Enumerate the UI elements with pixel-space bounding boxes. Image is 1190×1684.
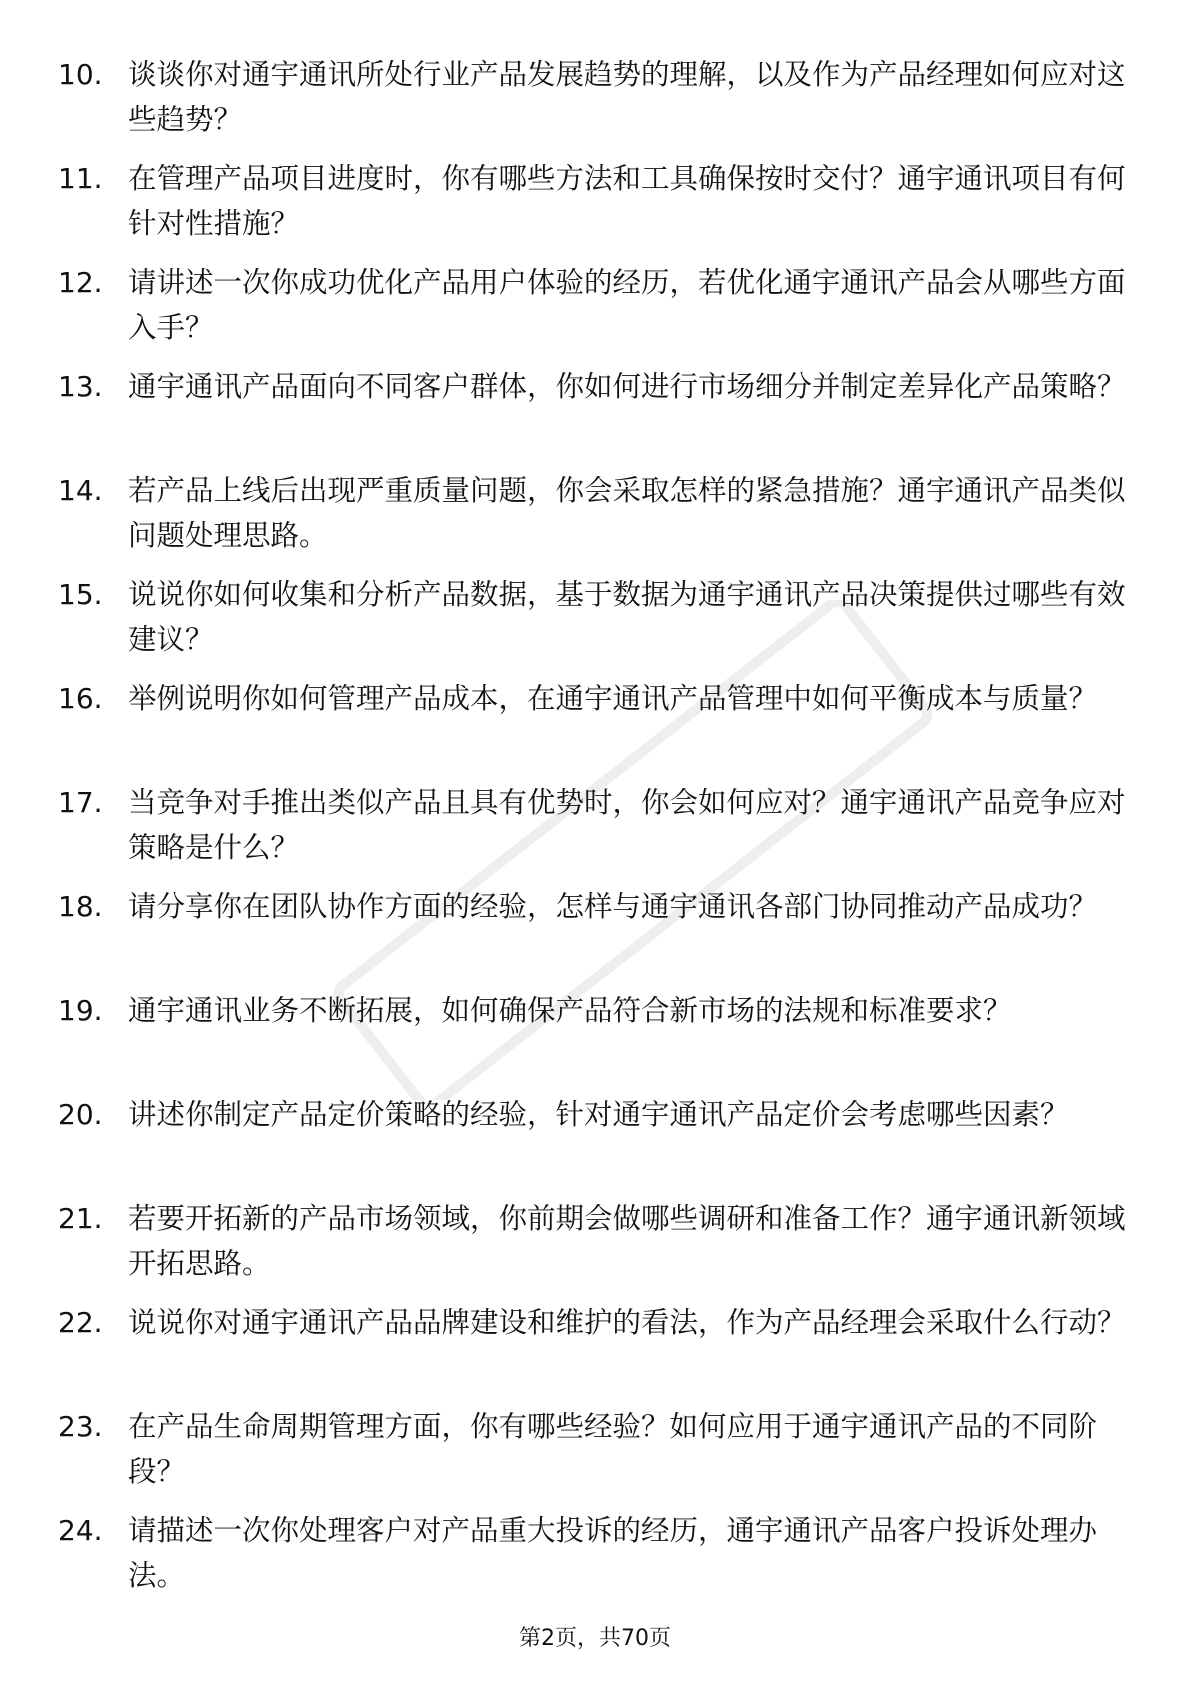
question-number: 13. (58, 370, 103, 403)
list-item (58, 1196, 1138, 1300)
question-text: 若要开拓新的产品市场领域，你前期会做哪些调研和准备工作？通宇通讯新领域开拓思路。 (128, 1202, 1126, 1280)
question-text: 说说你对通宇通讯产品品牌建设和维护的看法，作为产品经理会采取什么行动？ (128, 1306, 1126, 1339)
question-number: 16. (58, 682, 103, 715)
question-text: 在管理产品项目进度时，你有哪些方法和工具确保按时交付？通宇通讯项目有何针对性措施？ (128, 162, 1126, 240)
list-item (58, 52, 1138, 156)
question-number: 10. (58, 58, 103, 91)
question-list (58, 52, 1138, 1612)
question-number: 17. (58, 786, 103, 819)
list-item (58, 364, 1138, 468)
list-item (58, 1508, 1138, 1612)
list-item (58, 988, 1138, 1092)
question-number: 23. (58, 1410, 103, 1443)
question-text: 通宇通讯业务不断拓展，如何确保产品符合新市场的法规和标准要求？ (128, 994, 1012, 1027)
page-footer: 第2页，共70页 (519, 1626, 671, 1651)
question-number: 21. (58, 1202, 103, 1235)
question-text: 请描述一次你处理客户对产品重大投诉的经历，通宇通讯产品客户投诉处理办法。 (128, 1514, 1098, 1592)
question-text: 通宇通讯产品面向不同客户群体，你如何进行市场细分并制定差异化产品策略？ (128, 370, 1126, 403)
list-item (58, 1092, 1138, 1196)
question-number: 20. (58, 1098, 103, 1131)
list-item (58, 468, 1138, 572)
question-number: 14. (58, 474, 103, 507)
question-number: 11. (58, 162, 103, 195)
question-text: 请分享你在团队协作方面的经验，怎样与通宇通讯各部门协同推动产品成功？ (128, 890, 1098, 923)
question-number: 19. (58, 994, 103, 1027)
question-text: 讲述你制定产品定价策略的经验，针对通宇通讯产品定价会考虑哪些因素？ (128, 1098, 1069, 1131)
question-number: 24. (58, 1514, 103, 1547)
list-item (58, 884, 1138, 988)
list-item (58, 676, 1138, 780)
question-number: 15. (58, 578, 103, 611)
question-number: 12. (58, 266, 103, 299)
list-item (58, 1404, 1138, 1508)
question-text: 若产品上线后出现严重质量问题，你会采取怎样的紧急措施？通宇通讯产品类似问题处理思路。 (128, 474, 1126, 552)
question-number: 18. (58, 890, 103, 923)
list-item (58, 260, 1138, 364)
question-text: 谈谈你对通宇通讯所处行业产品发展趋势的理解，以及作为产品经理如何应对这些趋势？ (128, 58, 1126, 136)
list-item (58, 156, 1138, 260)
question-text: 当竞争对手推出类似产品且具有优势时，你会如何应对？通宇通讯产品竞争应对策略是什么？ (128, 786, 1126, 864)
list-item (58, 780, 1138, 884)
question-text: 说说你如何收集和分析产品数据，基于数据为通宇通讯产品决策提供过哪些有效建议？ (128, 578, 1126, 656)
question-text: 请讲述一次你成功优化产品用户体验的经历，若优化通宇通讯产品会从哪些方面入手？ (128, 266, 1126, 344)
list-item (58, 572, 1138, 676)
question-number: 22. (58, 1306, 103, 1339)
question-text: 在产品生命周期管理方面，你有哪些经验？如何应用于通宇通讯产品的不同阶段？ (128, 1410, 1098, 1488)
question-text: 举例说明你如何管理产品成本，在通宇通讯产品管理中如何平衡成本与质量？ (128, 682, 1098, 715)
list-item (58, 1300, 1138, 1404)
